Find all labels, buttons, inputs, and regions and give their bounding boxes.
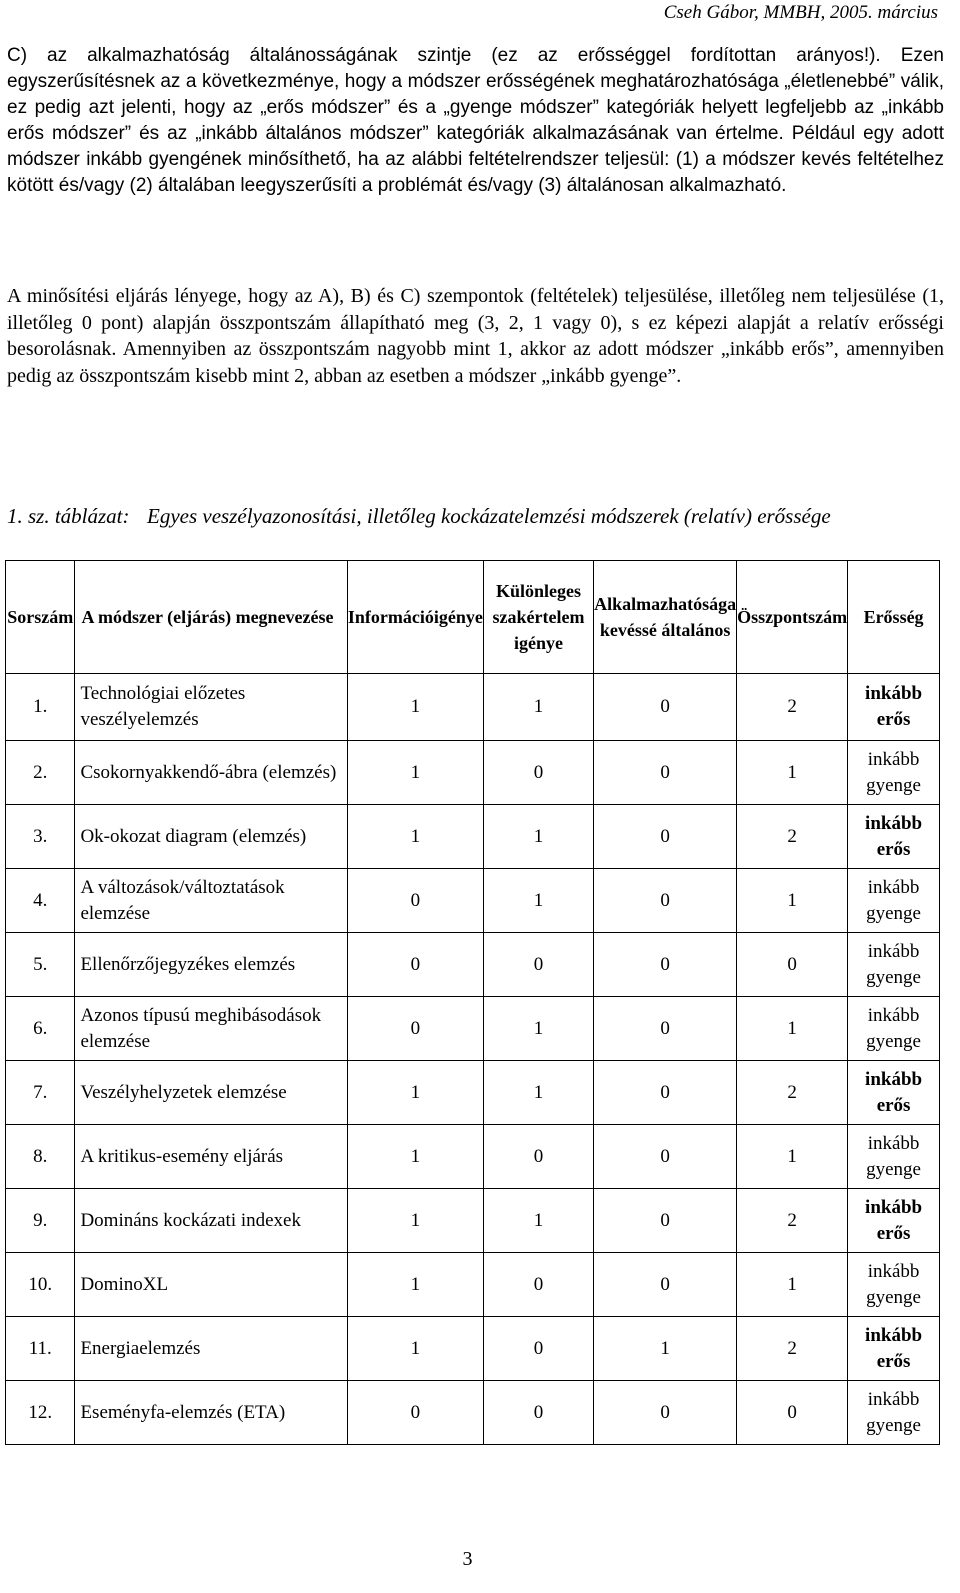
info-need-score: 1 <box>347 674 483 741</box>
header-total: Összpontszám <box>737 561 848 674</box>
row-number: 11. <box>6 1317 75 1381</box>
table-row <box>6 1317 940 1381</box>
row-number: 2. <box>6 741 75 805</box>
table-row <box>6 1061 940 1125</box>
method-name: Eseményfa-elemzés (ETA) <box>75 1381 347 1445</box>
row-number: 5. <box>6 933 75 997</box>
strength-rating: inkább erős <box>848 1061 940 1125</box>
info-need-score: 1 <box>347 805 483 869</box>
expertise-score: 0 <box>483 1381 593 1445</box>
applicability-score: 0 <box>594 997 737 1061</box>
table-row <box>6 997 940 1061</box>
page-number: 3 <box>462 1548 473 1570</box>
expertise-score: 1 <box>483 805 593 869</box>
table-row <box>6 1125 940 1189</box>
strength-rating: inkább gyenge <box>848 869 940 933</box>
strength-rating: inkább erős <box>848 1317 940 1381</box>
table-row <box>6 805 940 869</box>
header-strength: Erősség <box>848 561 940 674</box>
header-applic: Alkalmazhatósága kevéssé általános <box>594 561 737 674</box>
info-need-score: 0 <box>347 997 483 1061</box>
total-score: 2 <box>737 805 848 869</box>
method-name: Energiaelemzés <box>75 1317 347 1381</box>
total-score: 2 <box>737 1317 848 1381</box>
applicability-score: 0 <box>594 1125 737 1189</box>
table-row <box>6 1381 940 1445</box>
row-number: 8. <box>6 1125 75 1189</box>
header-expert: Különleges szakértelem igénye <box>483 561 593 674</box>
table-row <box>6 741 940 805</box>
method-name: Azonos típusú meghibásodások elemzése <box>75 997 347 1061</box>
applicability-score: 0 <box>594 741 737 805</box>
table-row <box>6 1189 940 1253</box>
total-score: 1 <box>737 1253 848 1317</box>
total-score: 1 <box>737 997 848 1061</box>
row-number: 10. <box>6 1253 75 1317</box>
strength-rating: inkább erős <box>848 1189 940 1253</box>
row-number: 4. <box>6 869 75 933</box>
info-need-score: 1 <box>347 1061 483 1125</box>
header-name: A módszer (eljárás) megnevezése <box>75 561 347 674</box>
expertise-score: 1 <box>483 1189 593 1253</box>
applicability-score: 0 <box>594 1381 737 1445</box>
method-name: Ellenőrzőjegyzékes elemzés <box>75 933 347 997</box>
info-need-score: 0 <box>347 869 483 933</box>
row-number: 6. <box>6 997 75 1061</box>
strength-rating: inkább gyenge <box>848 933 940 997</box>
info-need-score: 1 <box>347 1189 483 1253</box>
expertise-score: 1 <box>483 997 593 1061</box>
header-info: Információigénye <box>347 561 483 674</box>
table-caption-label: 1. sz. táblázat: <box>7 504 130 528</box>
expertise-score: 1 <box>483 1061 593 1125</box>
info-need-score: 1 <box>347 1253 483 1317</box>
applicability-score: 0 <box>594 1253 737 1317</box>
applicability-score: 1 <box>594 1317 737 1381</box>
paragraph-rating-method: A minősítési eljárás lényege, hogy az A), B) és C) szempontok (feltételek) teljesülése, illetőleg nem teljesülése (1, illetőleg 0 pont) alapján összpontszám állapítható meg (3, 2, 1 vagy 0), s ez képezi alapját a relatív erősségi besorolásnak. Amennyiben az összpontszám nagyobb mint 1, akkor az adott módszer „inkább erős”, amennyiben pedig az összpontszám kisebb mint 2, abban az esetben a módszer „inkább gyenge”. <box>7 285 944 387</box>
table-caption-text: Egyes veszélyazonosítási, illetőleg kockázatelemzési módszerek (relatív) erőssége <box>147 504 831 528</box>
header-num: Sorszám <box>6 561 75 674</box>
applicability-score: 0 <box>594 1189 737 1253</box>
page-header: Cseh Gábor, MMBH, 2005. március <box>663 2 938 23</box>
strength-rating: inkább gyenge <box>848 1125 940 1189</box>
expertise-score: 1 <box>483 869 593 933</box>
total-score: 1 <box>737 869 848 933</box>
total-score: 0 <box>737 933 848 997</box>
strength-rating: inkább erős <box>848 674 940 741</box>
total-score: 2 <box>737 1061 848 1125</box>
row-number: 7. <box>6 1061 75 1125</box>
info-need-score: 0 <box>347 1381 483 1445</box>
table-row <box>6 869 940 933</box>
table-row <box>6 674 940 741</box>
info-need-score: 1 <box>347 1317 483 1381</box>
table-caption <box>7 503 942 529</box>
method-name: Technológiai előzetes veszélyelemzés <box>75 674 347 741</box>
total-score: 1 <box>737 1125 848 1189</box>
expertise-score: 0 <box>483 1125 593 1189</box>
methods-table <box>5 560 940 1445</box>
applicability-score: 0 <box>594 674 737 741</box>
applicability-score: 0 <box>594 1061 737 1125</box>
expertise-score: 0 <box>483 741 593 805</box>
applicability-score: 0 <box>594 805 737 869</box>
expertise-score: 0 <box>483 1317 593 1381</box>
total-score: 1 <box>737 741 848 805</box>
table-header-row <box>6 561 940 674</box>
expertise-score: 0 <box>483 933 593 997</box>
strength-rating: inkább gyenge <box>848 997 940 1061</box>
strength-rating: inkább gyenge <box>848 1381 940 1445</box>
row-number: 3. <box>6 805 75 869</box>
row-number: 12. <box>6 1381 75 1445</box>
applicability-score: 0 <box>594 869 737 933</box>
total-score: 0 <box>737 1381 848 1445</box>
strength-rating: inkább gyenge <box>848 741 940 805</box>
info-need-score: 1 <box>347 741 483 805</box>
info-need-score: 1 <box>347 1125 483 1189</box>
strength-rating: inkább erős <box>848 805 940 869</box>
method-name: Domináns kockázati indexek <box>75 1189 347 1253</box>
expertise-score: 1 <box>483 674 593 741</box>
applicability-score: 0 <box>594 933 737 997</box>
strength-rating: inkább gyenge <box>848 1253 940 1317</box>
row-number: 1. <box>6 674 75 741</box>
method-name: Veszélyhelyzetek elemzése <box>75 1061 347 1125</box>
method-name: DominoXL <box>75 1253 347 1317</box>
table-row <box>6 933 940 997</box>
row-number: 9. <box>6 1189 75 1253</box>
table-row <box>6 1253 940 1317</box>
method-name: Csokornyakkendő-ábra (elemzés) <box>75 741 347 805</box>
info-need-score: 0 <box>347 933 483 997</box>
expertise-score: 0 <box>483 1253 593 1317</box>
total-score: 2 <box>737 674 848 741</box>
method-name: A kritikus-esemény eljárás <box>75 1125 347 1189</box>
paragraph-criteria: C) az alkalmazhatóság általánosságának szintje (ez az erősséggel fordítottan arányos!). Ezen egyszerűsítésnek az a következménye, hogy a módszer erősségének meghatározhatósága „életlenebbé” válik, ez pedig azt jelenti, hogy az „erős módszer” és a „gyenge módszer” kategóriák helyett legfeljebb az „inkább erős módszer” és az „inkább általános módszer” kategóriák alkalmazásának van értelme. Például egy adott módszer inkább gyengének minősíthető, ha az alábbi feltételrendszer teljesül: (1) a módszer kevés feltételhez kötött és/vagy (2) általában leegyszerűsíti a problémát és/vagy (3) általánosan alkalmazható. <box>7 45 944 196</box>
method-name: Ok-okozat diagram (elemzés) <box>75 805 347 869</box>
method-name: A változások/változtatások elemzése <box>75 869 347 933</box>
table-body <box>6 674 940 1445</box>
total-score: 2 <box>737 1189 848 1253</box>
